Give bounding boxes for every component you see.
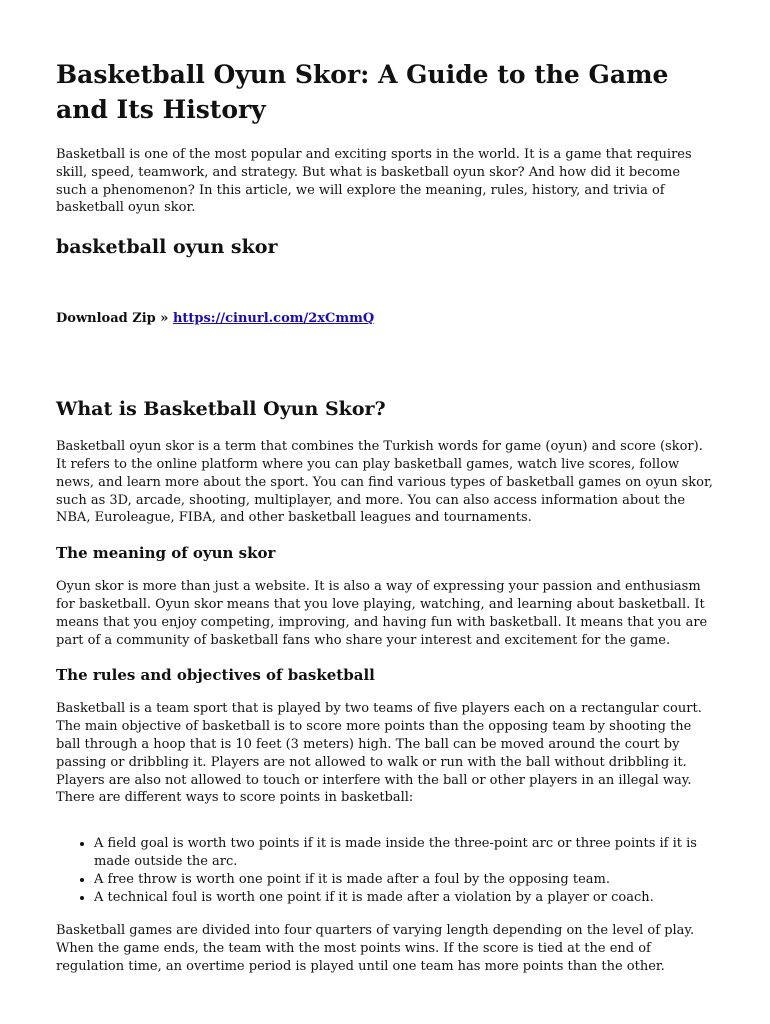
list-item: • A free throw is worth one point if it is made after a foul by the opposing team.	[94, 871, 714, 889]
section-paragraph-meaning: Oyun skor is more than just a website. It is also a way of expressing your passion and enthusiasm for basketball. Oyun skor means that you love playing, watching, and learning about basketball. It means that you enjoy competing, improving, and having fun with basketball. It means that you are part of a community of basketball fans who share your interest and excitement for the game.	[56, 579, 708, 648]
section-paragraph-what: Basketball oyun skor is a term that combines the Turkish words for game (oyun) and score (skor). It refers to the online platform where you can play basketball games, watch live scores, follow news, and learn more about the sport. You can find various types of basketball games on oyun skor, such as 3D, arcade, shooting, multiplayer, and more. You can also access information about the NBA, Euroleague, FIBA, and other basketball leagues and tournaments.	[56, 439, 713, 526]
keyword-heading: basketball oyun skor	[56, 236, 278, 259]
list-item: • A technical foul is worth one point if it is made after a violation by a player or coach.	[94, 889, 714, 907]
section-paragraph-rules: Basketball is a team sport that is played by two teams of five players each on a rectangular court. The main objective of basketball is to score more points than the opposing team by shooting the ball through a hoop that is 10 feet (3 meters) high. The ball can be moved around the court by passing or dribbling it. Players are not allowed to walk or run with the ball without dribbling it. Players are also not allowed to touch or interfere with the ball or other players in an illegal way. There are different ways to score points in basketball:	[56, 701, 702, 806]
list-item: • A field goal is worth two points if it is made inside the three-point arc or three points if it is made outside the arc.	[94, 835, 714, 871]
download-line	[56, 310, 714, 328]
download-label: Download Zip »	[56, 311, 169, 327]
intro-paragraph: Basketball is one of the most popular and exciting sports in the world. It is a game that requires skill, speed, teamwork, and strategy. But what is basketball oyun skor? And how did it become such a phenomenon? In this article, we will explore the meaning, rules, history, and trivia of basketball oyun skor.	[56, 147, 692, 216]
scoring-list	[56, 835, 714, 906]
page-title: Basketball Oyun Skor: A Guide to the Game and Its History	[56, 60, 669, 124]
section-heading-rules: The rules and objectives of basketball	[56, 666, 375, 685]
section-paragraph-quarters: Basketball games are divided into four quarters of varying length depending on the level of play. When the game ends, the team with the most points wins. If the score is tied at the end of regulation time, an overtime period is played until one team has more points than the other.	[56, 923, 695, 974]
section-heading-meaning: The meaning of oyun skor	[56, 544, 276, 563]
section-heading-what: What is Basketball Oyun Skor?	[56, 398, 386, 421]
download-link[interactable]: https://cinurl.com/2xCmmQ	[172, 311, 375, 327]
